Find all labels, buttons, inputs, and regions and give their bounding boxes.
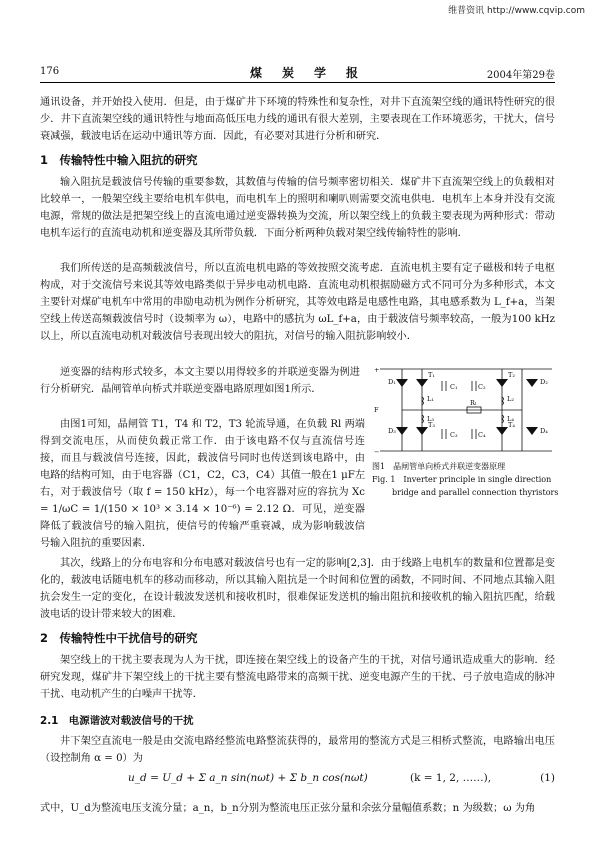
label-T4: T₄: [508, 421, 515, 429]
journal-title: 煤炭学报: [250, 66, 379, 80]
equation-k-range: (k = 1, 2, ……),: [410, 772, 492, 784]
paragraph-distributed-params: 其次，线路上的分布电容和分布电感对载波信号也有一定的影响[2,3]．由于线路上电机车的数量和位置都是变化的，载波电话随电机车的移动而移动，所以其输入阻抗是一个时间和位置的函数，不同时间、不同地点其输入阻抗会发生一定的变化，在设计载波发送机和接收机时，很难保证发送机的输出阻抗和接收机的输入阻抗匹配，给载波电话的设计带来较大的困难．: [40, 558, 555, 620]
watermark: 维普资讯 http://www.cqvip.com: [448, 6, 585, 16]
label-Rl: Rₗ: [470, 399, 477, 407]
paragraph-inverter-intro: 逆变器的结构形式较多，本文主要以用得较多的并联逆变器为例进行分析研究．晶闸管单向桥式并联逆变器电路原理如图1所示．: [40, 367, 360, 395]
subsection-2-1-heading: 2.1 电源谐波对载波信号的干扰: [40, 715, 194, 727]
label-D3: D₃: [388, 427, 396, 435]
intro-paragraph: 通讯设备，并开始投入使用．但是，由于煤矿井下环境的特殊性和复杂性，对井下直流架空线的通讯特性研究的很少．井下直流架空线的通讯特性与地面高低压电力线的通讯有很大差别，主要表现在工作环境恶劣，干扰大，信号衰减强，载波电话在运动中通讯等方面．因此，有必要对其进行分析和研究．: [40, 97, 555, 142]
section-1-heading: 1 传输特性中输入阻抗的研究: [40, 153, 198, 167]
paragraph-inverter-analysis: 由图1可知，晶闸管 T1，T4 和 T2，T3 轮流导通，在负载 Rl 两端得到交流电压，从而使负载正常工作．由于该电路不仅与直流信号连接，而且与载波信号连接，因此，载波信号同时也传送到该电路中，由电路的结构可知，由于电容器（C1，C2，C3，C4）其值一般在1 μF左右，对于载波信号（取 f = 150 kHz），每一个电容器对应的容抗为 Xc = 1/ωC = 1/(150 × 10³ × 3.14 × 10⁻⁶) = 2.12 Ω．可见，逆变器降低了载波信号的输入阻抗，使信号的传输严重衰减，成为影响载波信号输入阻抗的重要因素．: [40, 419, 366, 549]
label-D4: D₄: [540, 427, 548, 435]
label-T2: T₂: [508, 371, 515, 379]
figure-caption-en-1: Fig. 1 Inverter principle in single direction: [372, 475, 552, 484]
section-2-heading: 2 传输特性中干扰信号的研究: [40, 631, 198, 645]
volume-info: 2004年第29卷: [486, 70, 555, 81]
label-C4: C₄: [478, 431, 486, 439]
inverter-circuit-figure: [372, 363, 557, 458]
label-minus: −: [374, 448, 380, 456]
equation-number: (1): [540, 772, 555, 784]
label-L4: L₄: [507, 415, 514, 423]
label-L1: L₁: [427, 395, 434, 403]
equation-1: [40, 770, 555, 792]
figure-caption-cn: 图1 晶闸管单向桥式并联逆变器原理: [372, 462, 506, 471]
label-D2: D₂: [540, 378, 548, 386]
label-plus: +: [374, 366, 380, 374]
paragraph-rectifier: 井下架空直流电一般是由交流电路经整流电路整流获得的，最常用的整流方式是三相桥式整流，电路输出电压（设控制角 α = 0）为: [40, 736, 555, 764]
running-header: [40, 64, 555, 83]
label-C3: C₃: [450, 431, 458, 439]
label-L3: L₃: [427, 415, 434, 423]
page-number: 176: [40, 66, 60, 77]
paragraph-input-impedance: 输入阻抗是载波信号传输的重要参数，其数值与传输的信号频率密切相关．煤矿井下直流架空线上的负载相对比较单一，一般架空线主要给电机车供电，而电机车上的照明和喇叭则需要交流电供电．电机车上本身并没有交流电源，常规的做法是把架空线上的直流电通过逆变器转换为交流，所以架空线上的负载主要表现为两种形式：带动电机车运行的直流电动机和逆变器及其所带负载．下面分析两种负载对架空线传输特性的影响．: [40, 177, 555, 239]
label-T3: T₃: [428, 421, 435, 429]
label-D1: D₁: [388, 378, 396, 386]
label-F: F: [374, 406, 379, 414]
equation-body: u_d = U_d + Σ a_n sin(nωt) + Σ b_n cos(nωt): [128, 772, 368, 784]
paragraph-dc-motor: 我们所传送的是高频载波信号，所以直流电机电路的等效按照交流考虑．直流电机主要有定子磁极和转子电枢构成，对于交流信号来说其等效电路类似于异步电动机电路．直流电动机根据励磁方式不同可分为多种形式，本文主要针对煤矿电机车中常用的串励电动机为例作分析研究，其等效电路是电感性电路，其电感系数为 L_f+a，当架空线上传送高频载波信号时（设频率为 ω），电路中的感抗为 ωL_f+a，由于载波信号频率较高，一般为100 kHz以上，所以直流电动机对载波信号表现出较大的阻抗，对信号的输入阻抗影响较小．: [40, 263, 555, 342]
label-C1: C₁: [450, 383, 458, 391]
paragraph-interference: 架空线上的干扰主要表现为人为干扰，即连接在架空线上的设备产生的干扰，对信号通讯造成重大的影响．经研究发现，煤矿井下架空线上的干扰主要有整流电路带来的高频干扰、逆变电源产生的干扰、弓子放电造成的脉冲干扰、电动机产生的白噪声干扰等．: [40, 655, 555, 700]
figure-caption-en-2: bridge and parallel connection thyristors: [392, 488, 559, 497]
label-C2: C₂: [478, 383, 486, 391]
circuit-diagram: [372, 363, 557, 458]
label-T1: T₁: [428, 371, 435, 379]
paragraph-equation-terms: 式中，U_d为整流电压支流分量；a_n，b_n分别为整流电压正弦分量和余弦分量幅值系数；n 为级数；ω 为角: [40, 803, 536, 814]
label-L2: L₂: [507, 395, 514, 403]
